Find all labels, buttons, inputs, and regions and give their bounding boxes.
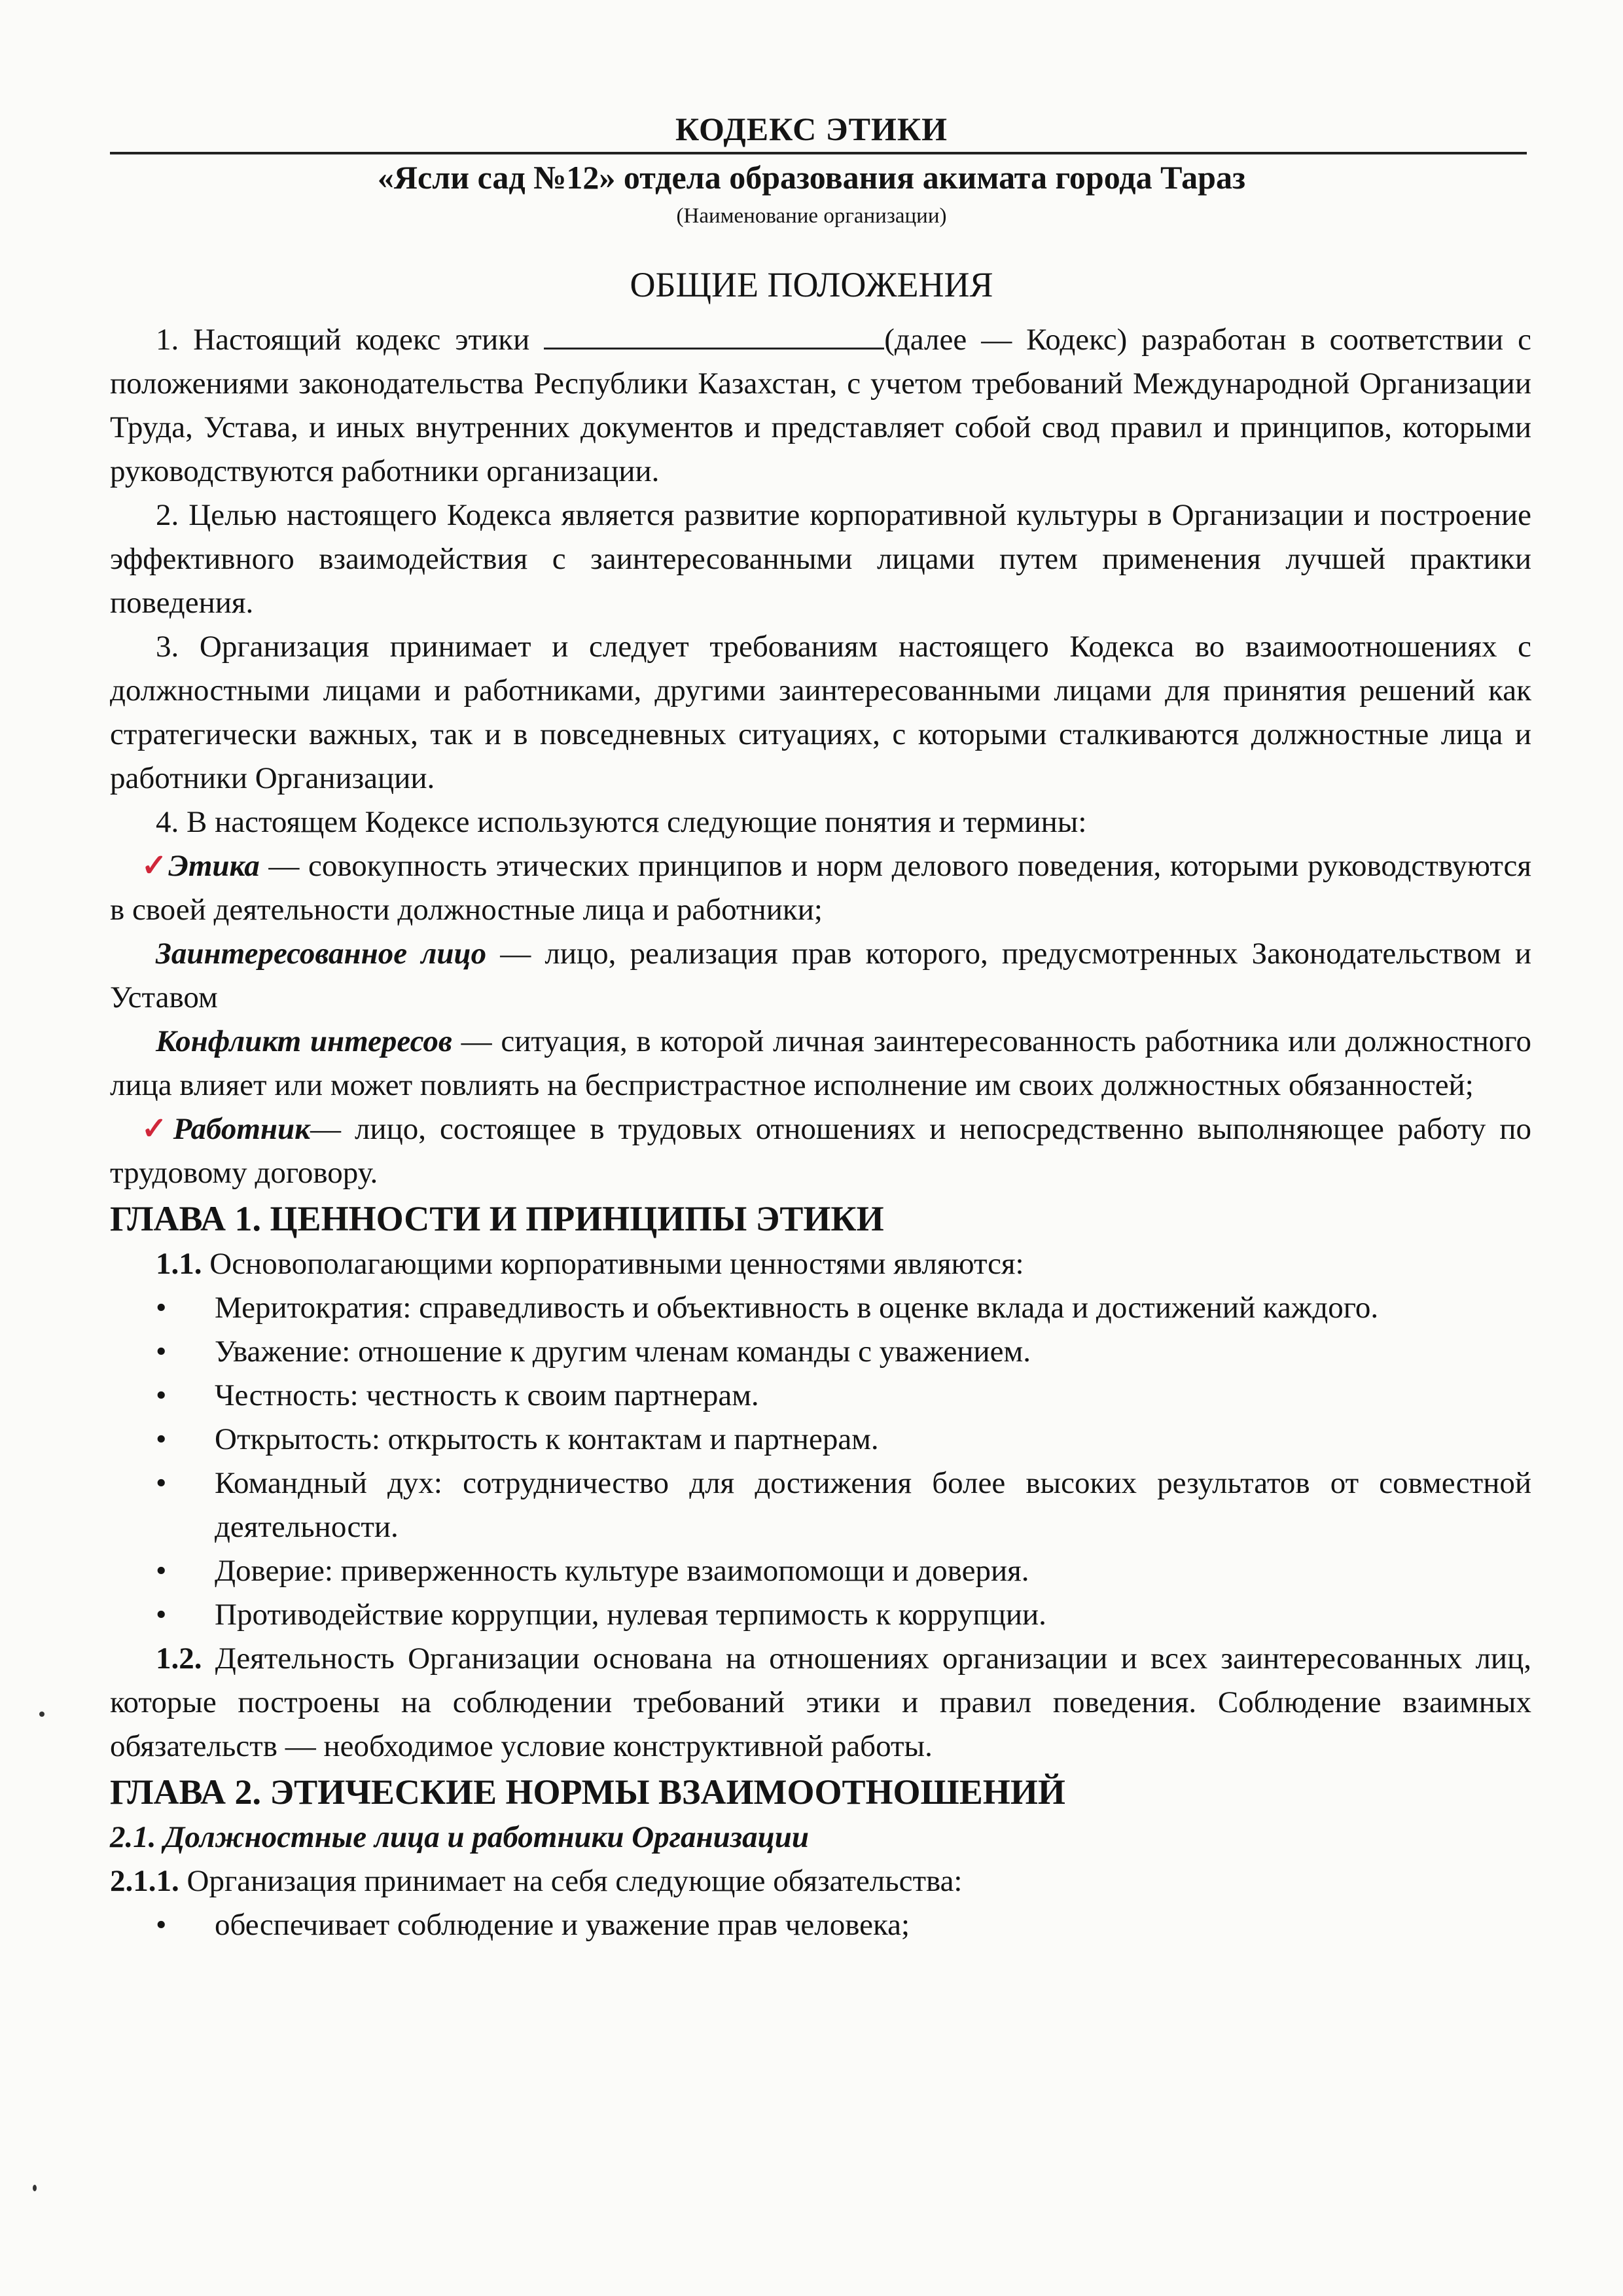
title-underline	[110, 152, 1527, 154]
clause-1-2	[110, 1637, 1531, 1768]
value-item	[110, 1418, 1531, 1462]
term-interested-party-definition: — лицо, реализация прав которого, предусмотренных Законодательством и Уставом	[110, 937, 1531, 1014]
bullet-icon: •	[156, 1422, 167, 1456]
bullet-icon: •	[156, 1466, 167, 1500]
value-item	[110, 1593, 1531, 1637]
term-ethics-name: Этика	[168, 849, 260, 883]
value-item-text: Доверие: приверженность культуре взаимопомощи и доверия.	[215, 1554, 1029, 1588]
organization-name-caption: (Наименование организации)	[676, 204, 947, 228]
term-conflict-of-interest-name: Конфликт интересов	[156, 1024, 452, 1058]
bullet-icon: •	[156, 1291, 167, 1325]
term-ethics	[110, 844, 1531, 932]
general-provisions-heading: ОБЩИЕ ПОЛОЖЕНИЯ	[630, 265, 993, 304]
value-item	[110, 1462, 1531, 1549]
bullet-icon: •	[156, 1335, 167, 1369]
value-item	[110, 1286, 1531, 1330]
value-item-text: Уважение: отношение к другим членам команды с уважением.	[215, 1335, 1031, 1369]
term-conflict-of-interest	[110, 1020, 1531, 1107]
value-item	[110, 1330, 1531, 1374]
scan-speck	[39, 1712, 45, 1717]
clause-1-2-number: 1.2.	[156, 1641, 202, 1676]
term-ethics-definition: — совокупность этических принципов и норм делового поведения, которыми руководствуются в своей деятельности должностные лица и работники;	[110, 849, 1531, 927]
section-2-1-title: 2.1. Должностные лица и работники Организации	[110, 1820, 810, 1854]
document-title: КОДЕКС ЭТИКИ	[675, 111, 948, 147]
clause-2-1-1-text: Организация принимает на себя следующие обязательства:	[179, 1864, 963, 1898]
clause-1-1	[110, 1242, 1531, 1286]
bullet-icon: •	[156, 1554, 167, 1588]
bullet-icon: •	[156, 1598, 167, 1632]
term-conflict-of-interest-definition: — ситуация, в которой личная заинтересованность работника или должностного лица влияет или может повлиять на беспристрастное исполнение им своих должностных обязанностей;	[110, 1024, 1531, 1102]
scan-speck	[33, 2185, 37, 2191]
paragraph-3: 3. Организация принимает и следует требованиям настоящего Кодекса во взаимоотношениях с должностными лицами и работниками, другими заинтересованными лицами для принятия решений как стратегически важных, так и в повседневных ситуациях, с которыми сталкиваются должностные лица и работники Организации.	[110, 630, 1531, 795]
term-employee	[110, 1107, 1531, 1195]
clause-1-2-text: Деятельность Организации основана на отношениях организации и всех заинтересованных лиц, которые построены на соблюдении требований этики и правил поведения. Соблюдение взаимных обязательств — необходимое условие конструктивной работы.	[110, 1641, 1531, 1763]
bullet-icon: •	[156, 1378, 167, 1412]
value-item	[110, 1549, 1531, 1593]
paragraph-4: 4. В настоящем Кодексе используются следующие понятия и термины:	[156, 805, 1087, 839]
red-check-mark-icon: ✓	[141, 1112, 173, 1146]
paragraph-1	[110, 318, 1531, 493]
document-body	[110, 318, 1531, 1947]
paragraph-1-start: 1. Настоящий кодекс этики	[156, 323, 530, 357]
chapter-2-title: ГЛАВА 2. ЭТИЧЕСКИЕ НОРМЫ ВЗАИМООТНОШЕНИЙ	[110, 1772, 1065, 1812]
value-item-text: Открытость: открытость к контактам и партнерам.	[215, 1422, 879, 1456]
clause-2-1-1	[110, 1859, 1531, 1903]
term-interested-party	[110, 932, 1531, 1020]
duty-item	[110, 1903, 1531, 1947]
clause-1-1-text: Основополагающими корпоративными ценностями являются:	[202, 1247, 1024, 1281]
value-item	[110, 1374, 1531, 1418]
red-check-mark-icon: ✓	[141, 849, 169, 883]
paragraph-1-rest: (далее — Кодекс) разработан в соответствии с положениями законодательства Республики Казахстан, с учетом требований Международной Организации Труда, Устава, и иных внутренних документов и представляет собой свод правил и принципов, которыми руководствуются работники организации.	[110, 323, 1532, 488]
value-item-text: Честность: честность к своим партнерам.	[215, 1378, 759, 1412]
organization-name: «Ясли сад №12» отдела образования акимата города Тараз	[377, 159, 1246, 196]
clause-2-1-1-number: 2.1.1.	[110, 1864, 179, 1898]
bullet-icon: •	[156, 1908, 167, 1942]
term-interested-party-name: Заинтересованное лицо	[156, 937, 487, 971]
term-employee-definition: — лицо, состоящее в трудовых отношениях и непосредственно выполняющее работу по трудовому договору.	[110, 1112, 1531, 1190]
value-item-text: Противодействие коррупции, нулевая терпимость к коррупции.	[215, 1598, 1046, 1632]
blank-line-field	[544, 320, 884, 350]
paragraph-2: 2. Целью настоящего Кодекса является развитие корпоративной культуры в Организации и построение эффективного взаимодействия с заинтересованными лицами путем применения лучшей практики поведения.	[110, 498, 1531, 620]
clause-1-1-number: 1.1.	[156, 1247, 202, 1281]
duty-item-text: обеспечивает соблюдение и уважение прав человека;	[215, 1908, 910, 1942]
value-item-text: Командный дух: сотрудничество для достижения более высоких результатов от совместной деятельности.	[215, 1466, 1531, 1544]
value-item-text: Меритократия: справедливость и объективность в оценке вклада и достижений каждого.	[215, 1291, 1379, 1325]
chapter-1-title: ГЛАВА 1. ЦЕННОСТИ И ПРИНЦИПЫ ЭТИКИ	[110, 1199, 884, 1238]
term-employee-name: Работник	[173, 1112, 310, 1146]
